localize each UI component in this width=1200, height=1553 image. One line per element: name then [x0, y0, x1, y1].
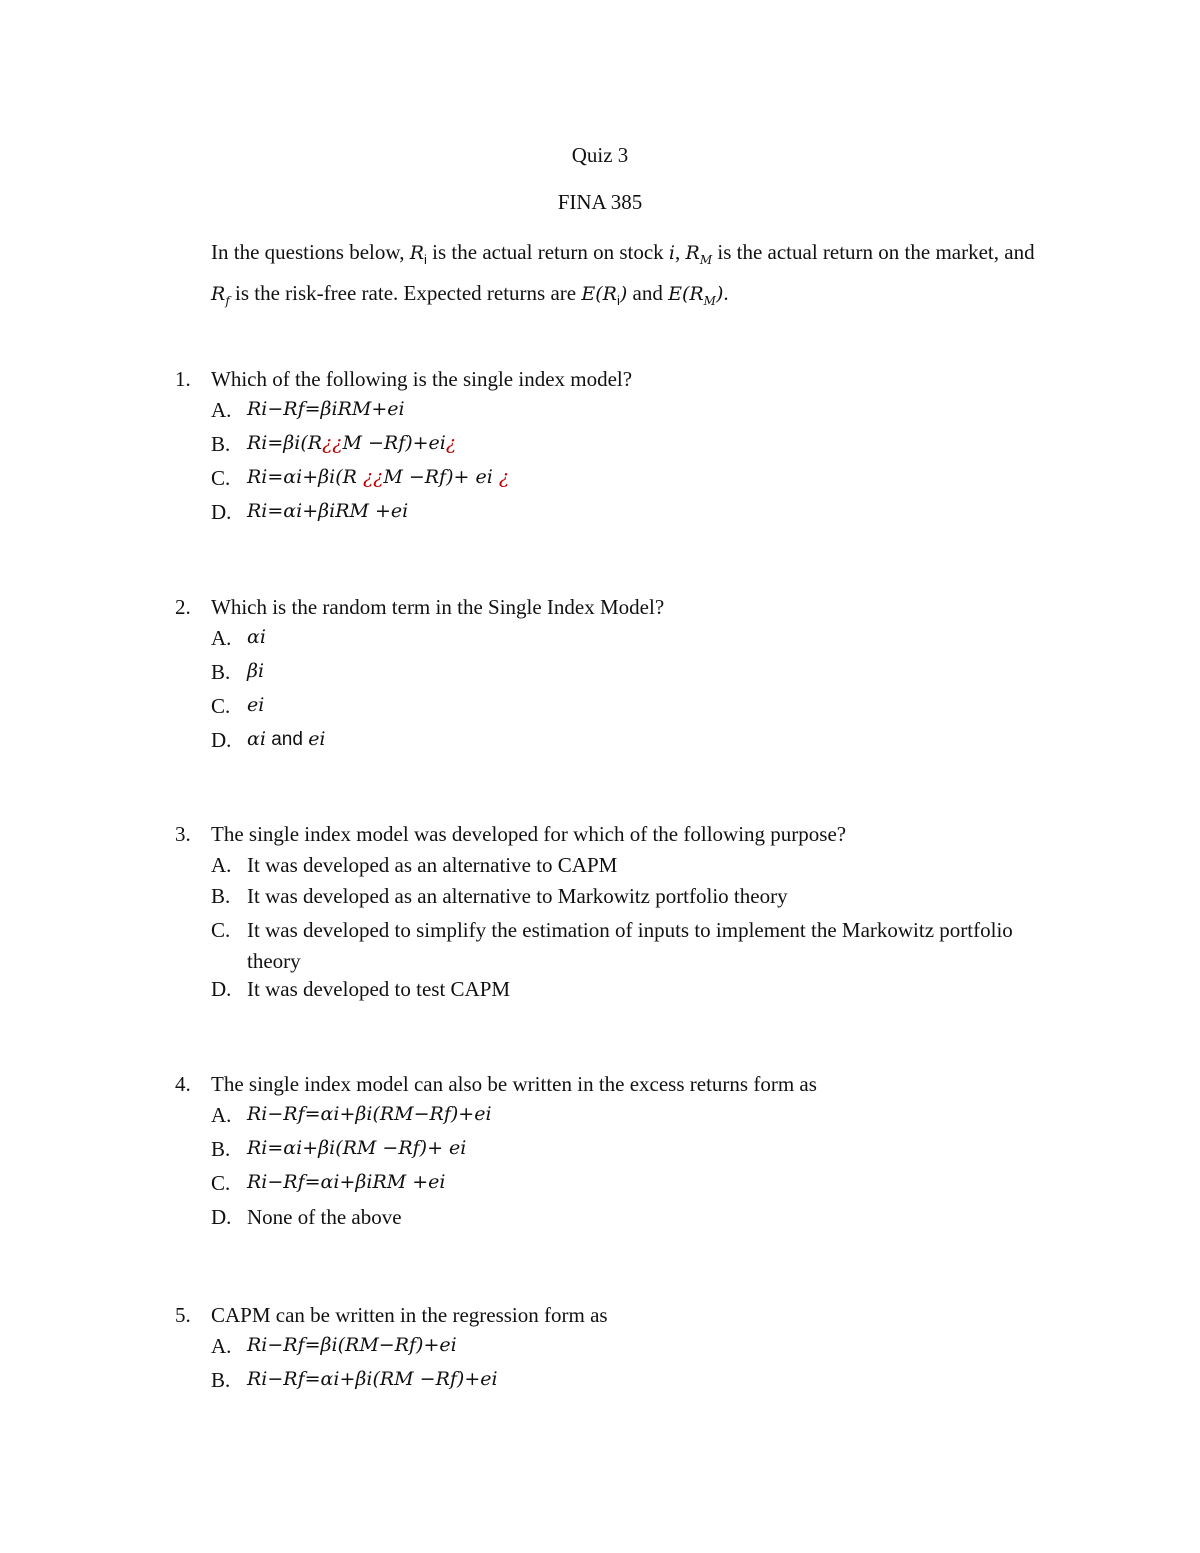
option-label: C.	[211, 466, 231, 490]
intro-text: In the questions below,	[211, 240, 410, 264]
option-label: B.	[211, 1368, 231, 1392]
symbol-erm: E(R	[668, 283, 704, 306]
symbol-rm-sub: M	[699, 253, 713, 268]
question-text: The single index model was developed for which of the following purpose?	[211, 822, 847, 846]
option-label: D.	[211, 500, 232, 524]
option-text: It was developed as an alternative to CAPM	[247, 853, 618, 877]
question-text: The single index model can also be written in the excess returns form as	[211, 1072, 817, 1096]
intro-text: .	[723, 281, 729, 306]
option-b[interactable]	[0, 1137, 1200, 1171]
option-c[interactable]	[0, 694, 1200, 728]
option-text: Ri−Rf=αi+βi(RM −Rf)+ei	[247, 1368, 498, 1390]
option-text-group	[247, 466, 1037, 488]
option-text: M −Rf)+ei	[342, 432, 446, 454]
question-number: 4.	[175, 1072, 191, 1096]
option-text: Ri−Rf=αi+βiRM +ei	[247, 1171, 446, 1193]
question-2	[0, 595, 1200, 762]
option-label: C.	[211, 694, 231, 718]
intro-text: is the actual return on the market, and	[712, 240, 1035, 264]
option-text: It was developed to test CAPM	[247, 977, 511, 1001]
option-label: B.	[211, 1137, 231, 1161]
symbol-eri-sub: i	[616, 293, 620, 309]
option-d[interactable]	[0, 500, 1200, 534]
option-d[interactable]	[0, 728, 1200, 762]
symbol-rm: R	[685, 242, 700, 264]
question-number: 3.	[175, 822, 191, 846]
option-label: A.	[211, 1334, 232, 1358]
option-a[interactable]	[0, 398, 1200, 432]
question-text: Which of the following is the single index model?	[211, 367, 633, 391]
question-line	[0, 367, 1200, 398]
option-text: Ri=αi+βi(RM −Rf)+ ei	[247, 1137, 467, 1159]
option-text-group	[247, 728, 1037, 751]
symbol-rf-sub: f	[225, 294, 230, 309]
option-label: D.	[211, 1205, 232, 1229]
symbol-ri-sub: i	[424, 252, 427, 268]
option-a[interactable]	[0, 1334, 1200, 1368]
error-glyph: ¿¿	[322, 432, 343, 454]
question-number: 5.	[175, 1303, 191, 1327]
option-text: ei	[247, 694, 265, 716]
option-c[interactable]	[0, 915, 1200, 977]
symbol-erm-close: )	[715, 283, 724, 306]
intro-text: is the actual return on stock	[426, 240, 669, 264]
symbol-rf: R	[211, 283, 226, 306]
error-glyph: ¿	[445, 432, 457, 454]
question-text: Which is the random term in the Single Index Model?	[211, 595, 665, 619]
option-text: ei	[308, 728, 326, 750]
option-d[interactable]	[0, 977, 1200, 1008]
option-label: D.	[211, 728, 232, 752]
symbol-eri: E(R	[581, 283, 617, 306]
option-label: A.	[211, 1103, 232, 1127]
question-4	[0, 1072, 1200, 1239]
option-label: C.	[211, 918, 231, 942]
option-b[interactable]	[0, 432, 1200, 466]
symbol-erm-sub: M	[703, 294, 716, 309]
option-a[interactable]	[0, 626, 1200, 660]
option-label: C.	[211, 1171, 231, 1195]
symbol-eri-close: )	[619, 283, 628, 306]
option-d[interactable]	[0, 1205, 1200, 1239]
option-label: D.	[211, 977, 232, 1001]
option-text: Ri−Rf=βiRM+ei	[247, 398, 405, 420]
option-label: A.	[211, 626, 232, 650]
option-b[interactable]	[0, 660, 1200, 694]
error-glyph: ¿¿	[362, 466, 384, 488]
intro-paragraph	[211, 236, 1041, 318]
option-label: B.	[211, 660, 231, 684]
option-label: A.	[211, 398, 232, 422]
option-label: A.	[211, 853, 232, 877]
option-text: Ri−Rf=αi+βi(RM−Rf)+ei	[247, 1103, 492, 1125]
course-code: FINA 385	[557, 190, 643, 214]
option-text: βi	[247, 660, 265, 682]
question-number: 1.	[175, 367, 191, 391]
symbol-ri: R	[409, 242, 425, 264]
option-c[interactable]	[0, 466, 1200, 500]
page-title: Quiz 3	[571, 143, 629, 167]
option-text-group	[247, 432, 1037, 454]
option-label: B.	[211, 432, 231, 456]
option-text: αi	[247, 728, 266, 750]
option-text: It was developed to simplify the estimation of inputs to implement the Markowitz portfolio theory	[247, 918, 1013, 973]
intro-text: ,	[675, 240, 686, 264]
question-line	[0, 822, 1200, 853]
option-b[interactable]	[0, 884, 1200, 915]
option-text: Ri=αi+βi(R	[247, 466, 363, 488]
option-text: None of the above	[247, 1205, 402, 1229]
symbol-i: i	[668, 242, 675, 264]
question-line	[0, 595, 1200, 626]
option-text: αi	[247, 626, 266, 648]
option-label: B.	[211, 884, 231, 908]
option-text: M −Rf)+ ei	[383, 466, 499, 488]
intro-text: and	[627, 281, 669, 306]
question-1	[0, 367, 1200, 534]
question-number: 2.	[175, 595, 191, 619]
option-a[interactable]	[0, 853, 1200, 884]
option-b[interactable]	[0, 1368, 1200, 1402]
question-5	[0, 1303, 1200, 1402]
option-text: Ri−Rf=βi(RM−Rf)+ei	[247, 1334, 457, 1356]
question-line	[0, 1072, 1200, 1103]
error-glyph: ¿	[498, 466, 509, 488]
option-text: and	[265, 729, 309, 750]
option-a[interactable]	[0, 1103, 1200, 1137]
question-line	[0, 1303, 1200, 1334]
question-text: CAPM can be written in the regression form as	[211, 1303, 608, 1327]
question-3	[0, 822, 1200, 1008]
option-text: Ri=αi+βiRM +ei	[247, 500, 409, 522]
option-text: Ri=βi(R	[247, 432, 323, 454]
option-c[interactable]	[0, 1171, 1200, 1205]
intro-text: is the risk-free rate. Expected returns are	[229, 281, 582, 306]
option-text: It was developed as an alternative to Markowitz portfolio theory	[247, 884, 788, 908]
